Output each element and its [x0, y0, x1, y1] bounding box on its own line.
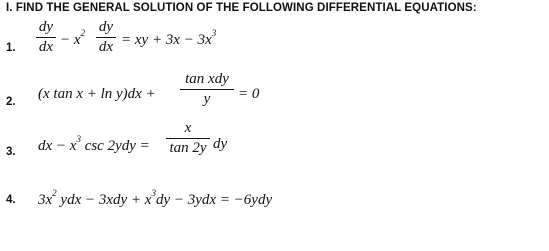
- fraction-bar: [180, 89, 234, 90]
- fraction-denominator: tan 2y: [169, 140, 207, 156]
- fraction-denominator: dx: [38, 39, 54, 55]
- problem-1-middle-term: [60, 28, 86, 48]
- section-heading: I. FIND THE GENERAL SOLUTION OF THE FOLLOWING DIFFERENTIAL EQUATIONS:: [6, 2, 477, 14]
- problem-2-lhs: (x tan x + ln y)dx +: [38, 86, 156, 102]
- problem-2-rhs: = 0: [238, 86, 260, 102]
- rhs-text: = xy + 3x − 3x: [121, 32, 212, 48]
- middle-term-exponent: 2: [80, 28, 86, 38]
- fraction-numerator: x: [184, 120, 192, 136]
- fraction-bar: [166, 138, 210, 139]
- problem-2-number: 2.: [6, 96, 16, 108]
- fraction-bar: [36, 37, 56, 38]
- fraction-bar: [96, 37, 116, 38]
- problem-3-rhs: dy: [213, 136, 228, 152]
- problem-1-rhs: [121, 28, 217, 48]
- fraction-numerator: dy: [98, 19, 114, 35]
- equation-exponent-1: 2: [52, 188, 57, 198]
- problem-1-number: 1.: [6, 42, 16, 54]
- problem-1-fraction-dy-dx: [36, 20, 56, 55]
- fraction-numerator: dy: [38, 19, 54, 35]
- equation-text-3: dy − 3ydx = −6ydy: [155, 192, 273, 208]
- problem-3-lhs: [38, 134, 150, 154]
- fraction-denominator: y: [203, 91, 211, 107]
- rhs-exponent: 3: [211, 28, 217, 38]
- lhs-exponent: 3: [76, 134, 81, 144]
- problem-3-fraction: [166, 121, 210, 156]
- fraction-denominator: dx: [98, 39, 114, 55]
- problem-4-equation: [38, 188, 273, 208]
- lhs-text-2: csc 2ydy =: [80, 138, 150, 154]
- middle-term-text: − x: [60, 32, 81, 48]
- problem-3-number: 3.: [6, 146, 16, 158]
- lhs-text: dx − x: [38, 138, 77, 154]
- equation-exponent-2: 3: [151, 188, 156, 198]
- problem-1-fraction-dy-dx-2: [96, 20, 116, 55]
- problem-2-fraction: [180, 72, 234, 107]
- fraction-numerator: tan xdy: [185, 71, 229, 87]
- equation-text-1: 3x: [38, 192, 53, 208]
- problem-4-number: 4.: [6, 194, 16, 206]
- equation-text-2: ydx − 3xdy + x: [60, 192, 152, 208]
